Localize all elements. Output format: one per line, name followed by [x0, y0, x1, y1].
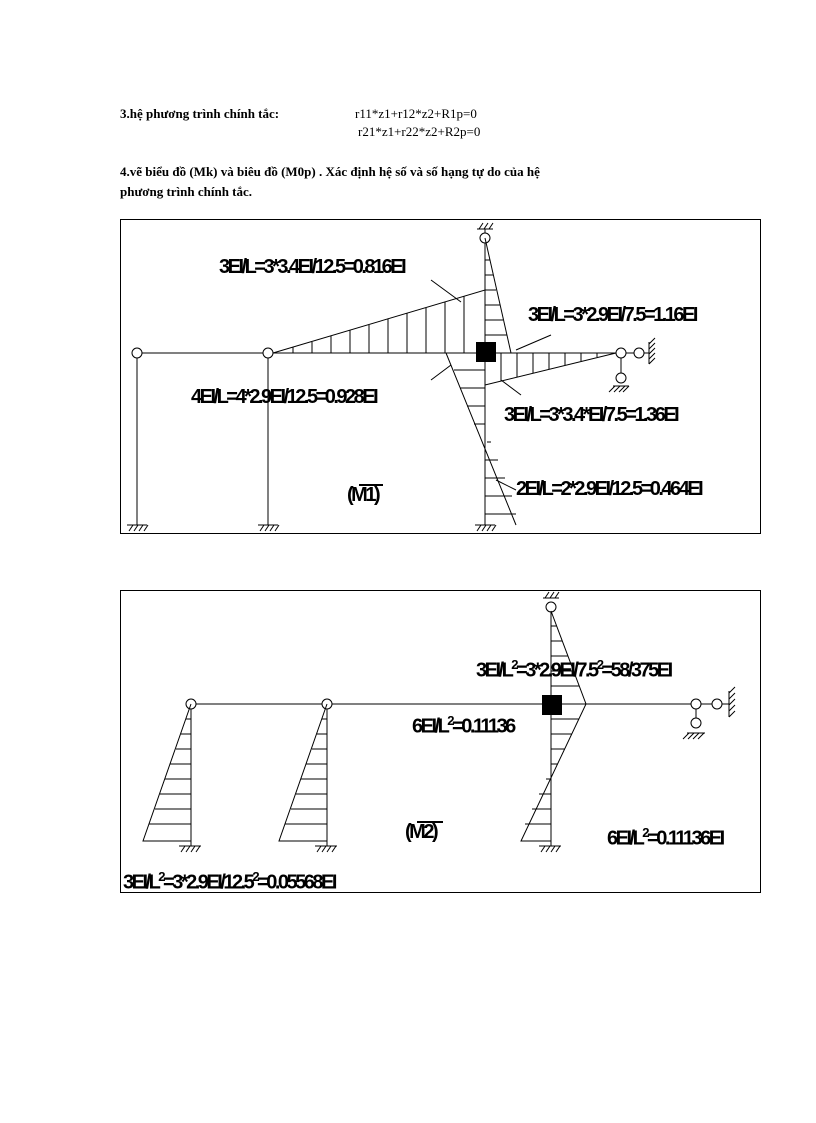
m1-label-mid-left: 4EI/L=4*2.9EI/12.5=0.928EI [191, 386, 377, 408]
m2-label-top-sup2: 2 [596, 657, 602, 672]
m2-label-top [476, 657, 671, 683]
m2-label-right-part2: =0.11136EI [647, 827, 723, 850]
m1-label-bottom-right: 2EI/L=2*2.9EI/12.5=0.464EI [516, 478, 702, 500]
m2-label-top-part2: =3*2.9EI/7.5 [516, 659, 597, 682]
m2-label-bottom-part1: 3EI/L [123, 871, 159, 894]
m2-label-right-part1: 6EI/L [607, 827, 643, 850]
equation-2: r21*z1+r22*z2+R2p=0 [358, 124, 481, 139]
m2-label-bottom-part3: =0.05568EI [257, 871, 335, 894]
m2-label-mid-left-sup: 2 [447, 713, 453, 728]
m1-label-mid-right: 3EI/L=3*3.4*EI/7.5=1.36EI [504, 404, 678, 426]
m2-title: (M2) [405, 821, 437, 843]
section4-line2: phương trình chính tắc. [120, 184, 253, 199]
m2-label-bottom-sup2: 2 [252, 869, 258, 884]
m1-label-top-left: 3EI/L=3*3.4EI/12.5=0.816EI [219, 256, 405, 278]
m1-title: (M1) [347, 484, 379, 506]
equation-1: r11*z1+r12*z2+R1p=0 [355, 106, 477, 121]
moment-diagram-m2 [120, 590, 761, 893]
m2-label-mid-left [412, 713, 514, 739]
m2-label-top-part1: 3EI/L [476, 659, 512, 682]
moment-diagram-m1 [120, 219, 761, 534]
section4-line1: 4.vẽ biểu đồ (Mk) và biêu đồ (M0p) . Xác định hệ số và số hạng tự do của hệ [120, 164, 540, 179]
m2-label-bottom-part2: =3*2.9EI/12.5 [163, 871, 253, 894]
m2-label-right [607, 825, 723, 851]
m2-label-top-part3: =58/375EI [601, 659, 671, 682]
m1-title-overbar [359, 484, 383, 486]
m1-label-top-right: 3EI/L=3*2.9EI/7.5=1.16EI [528, 304, 696, 326]
m2-label-top-sup: 2 [511, 657, 517, 672]
m2-title-overbar [417, 821, 443, 823]
m2-label-bottom-sup: 2 [158, 869, 164, 884]
m2-label-mid-left-part2: =0.11136 [452, 715, 514, 738]
section3-heading: 3.hệ phương trình chính tắc: [120, 106, 280, 121]
m2-label-right-sup: 2 [642, 825, 648, 840]
m2-label-mid-left-part1: 6EI/L [412, 715, 448, 738]
m2-label-bottom [123, 869, 335, 895]
